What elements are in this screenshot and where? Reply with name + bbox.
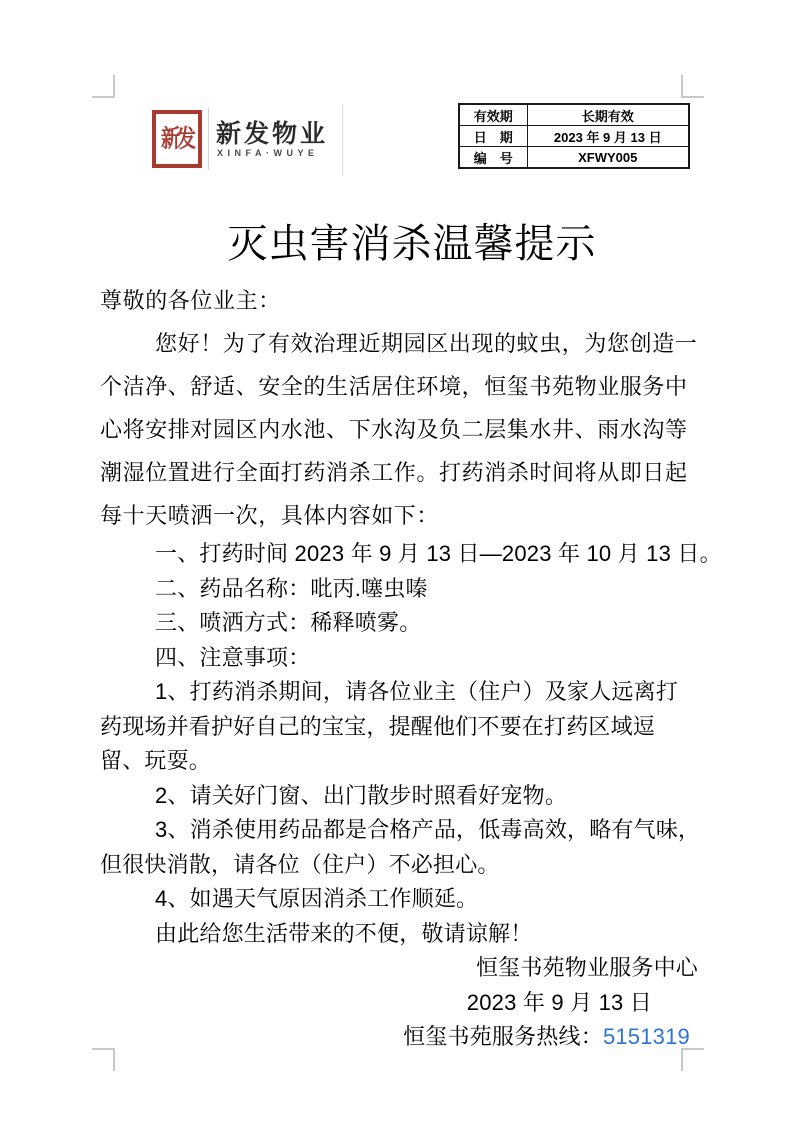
intro-paragraph: [100, 279, 700, 537]
table-row: [459, 147, 689, 169]
logo-divider: [208, 108, 209, 170]
info-label-number: 编 号: [459, 147, 527, 169]
info-value-number: XFWY005: [527, 147, 689, 169]
body-line: 潮湿位置进行全面打药消杀工作。打药消杀时间将从即日起: [100, 460, 688, 485]
company-logo: [150, 104, 350, 178]
seal-char: 发: [177, 125, 194, 153]
table-row: [459, 104, 689, 126]
body-line: 三、喷洒方式：稀释喷雾。: [155, 610, 422, 635]
info-label-validity: 有效期: [459, 104, 527, 126]
company-name: 新发物业: [216, 120, 329, 148]
body-line: 药现场并看护好自己的宝宝，提醒他们不要在打药区域逗: [100, 713, 656, 739]
body-line: 尊敬的各位业主：: [100, 288, 281, 313]
body-line: 每十天喷洒一次，具体内容如下：: [100, 503, 440, 528]
signature-date: 2023 年 9 月 13 日: [466, 989, 652, 1015]
info-value-validity: 长期有效: [527, 104, 689, 126]
body-line: 一、打药时间 2023 年 9 月 13 日—2023 年 10 月 13 日。: [155, 541, 722, 566]
body-line: 1、打药消杀期间，请各位业主（住户）及家人远离打: [155, 679, 679, 704]
detail-list: [100, 537, 722, 1055]
info-value-date: 2023 年 9 月 13 日: [527, 126, 689, 147]
body-line: 心将安排对园区内水池、下水沟及负二层集水井、雨水沟等: [100, 417, 688, 442]
body-line: 4、如遇天气原因消杀工作顺延。: [155, 886, 479, 911]
document-info-table: [458, 103, 690, 169]
body-line: 留、玩耍。: [100, 748, 212, 773]
body-line: 2、请关好门窗、出门散步时照看好宠物。: [155, 782, 568, 808]
info-label-date: 日 期: [459, 126, 527, 147]
body-line: 二、药品名称：吡丙.噻虫嗪: [155, 575, 428, 601]
table-row: [459, 126, 689, 147]
hotline-number: 5151319: [602, 1024, 690, 1049]
body-line: 您好！为了有效治理近期园区出现的蚊虫，为您创造一: [155, 331, 698, 356]
seal-char: 新: [160, 125, 177, 153]
page-title: 灭虫害消杀温馨提示: [227, 221, 597, 266]
hotline-label: 恒玺书苑服务热线：: [403, 1024, 603, 1049]
signature-hotline: [100, 1020, 700, 1055]
crop-mark-top-left: [92, 75, 115, 98]
body-line: 3、消杀使用药品都是合格产品，低毒高效，略有气味，: [155, 817, 701, 842]
crop-mark-top-right: [681, 75, 704, 98]
company-seal-icon: [152, 110, 202, 168]
document-body: [100, 279, 722, 1055]
logo-divider: [342, 104, 343, 176]
signature-org: 恒玺书苑物业服务中心: [475, 955, 698, 980]
body-line: 个洁净、舒适、安全的生活居住环境，恒玺书苑物业服务中: [100, 374, 688, 399]
body-line: 四、注意事项：: [155, 644, 311, 670]
body-line: 但很快消散，请各位（住户）不必担心。: [100, 851, 500, 877]
body-line: 由此给您生活带来的不便，敬请谅解！: [155, 920, 533, 946]
company-name-en: XINFA·WUYE: [217, 148, 319, 158]
